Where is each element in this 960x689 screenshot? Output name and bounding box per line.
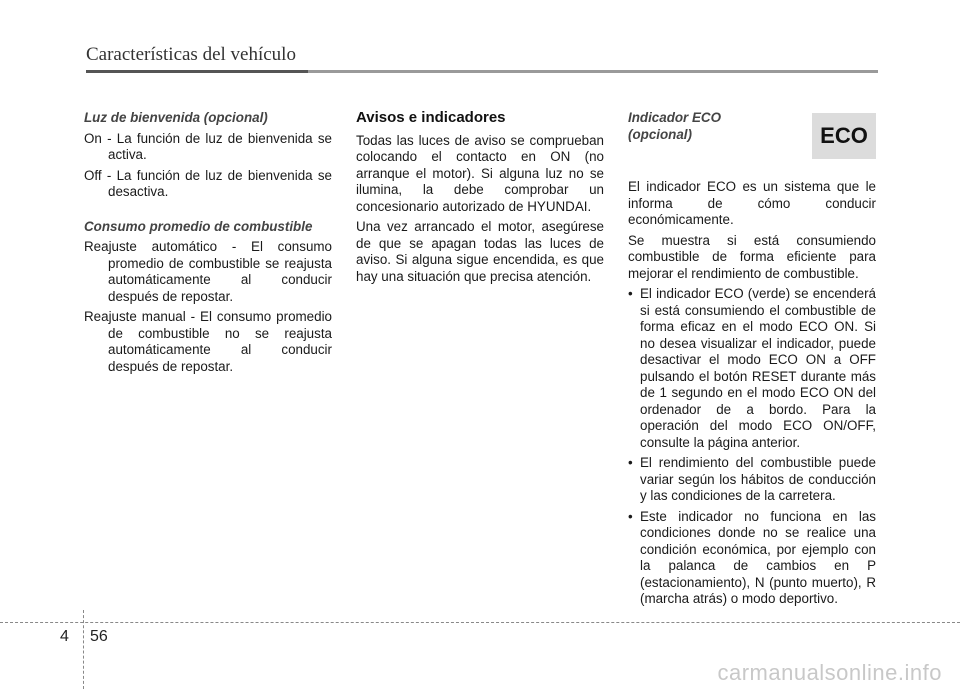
list-item: • El indicador ECO (verde) se encenderá si está consumiendo el combustible de forma eficaz en el modo ECO ON. Si no desea visualizar el indicador, puede desactivar el modo ECO ON a OFF pulsando el botón RESET durante más de 1 segundo en el modo ECO ON del ordenador de a bordo. Para la operación del modo ECO ON/OFF, consulte la página anterior.	[628, 286, 876, 450]
warnings-paragraph-1: Todas las luces de aviso se comprueban colocando el contacto en ON (no arranque el motor). Si alguna luz no se ilumina, la debe comprobar un concesionario autorizado de HYUNDAI.	[356, 132, 604, 214]
eco-bullet-list	[628, 286, 876, 608]
eco-paragraph-2: Se muestra si está consumiendo combustible de forma eficiente para mejorar el rendimiento de combustible.	[628, 232, 876, 281]
warnings-paragraph-2: Una vez arrancado el motor, asegúrese de que se apagan todas las luces de aviso. Si alguna sigue encendida, es que hay una situación que precisa atención.	[356, 219, 604, 284]
watermark: carmanualsonline.info	[717, 660, 942, 685]
bullet-icon: •	[628, 455, 633, 470]
header-title: Características del vehículo	[86, 44, 296, 65]
header-rule	[86, 70, 878, 73]
column-left	[84, 110, 332, 379]
page-number: 56	[90, 628, 108, 645]
eco-indicator-heading-line1: Indicador ECO	[628, 110, 722, 125]
eco-paragraph-1: El indicador ECO es un sistema que le informa de cómo conducir económicamente.	[628, 179, 876, 227]
warnings-heading: Avisos e indicadores	[356, 109, 506, 126]
chapter-number: 4	[60, 628, 69, 645]
column-right	[628, 110, 876, 612]
auto-reset-item: Reajuste automático - El consumo promedio de combustible se reajusta automáticamente al conducir después de repostar.	[84, 239, 332, 304]
welcome-light-heading: Luz de bienvenida (opcional)	[84, 110, 268, 125]
welcome-light-off-item: Off - La función de luz de bienvenida se desactiva.	[84, 167, 332, 199]
footer-rule	[0, 622, 960, 623]
footer-divider	[83, 610, 84, 689]
list-item: • El rendimiento del combustible puede variar según los hábitos de conducción y las condiciones de la carretera.	[628, 455, 876, 503]
welcome-light-on-item: On - La función de luz de bienvenida se activa.	[84, 130, 332, 162]
manual-reset-item: Reajuste manual - El consumo promedio de combustible no se reajusta automáticamente al conducir después de repostar.	[84, 309, 332, 374]
list-item: • Este indicador no funciona en las condiciones donde no se realice una condición económica, por ejemplo con la palanca de cambios en P (estacionamiento), N (punto muerto), R (marcha atrás) o modo deportivo.	[628, 508, 876, 606]
eco-indicator-heading-line2: (opcional)	[628, 126, 692, 142]
column-middle	[356, 110, 604, 289]
bullet-icon: •	[628, 286, 633, 301]
avg-consumption-heading: Consumo promedio de combustible	[84, 218, 313, 234]
bullet-icon: •	[628, 508, 633, 524]
eco-indicator-icon: ECO	[812, 113, 876, 159]
